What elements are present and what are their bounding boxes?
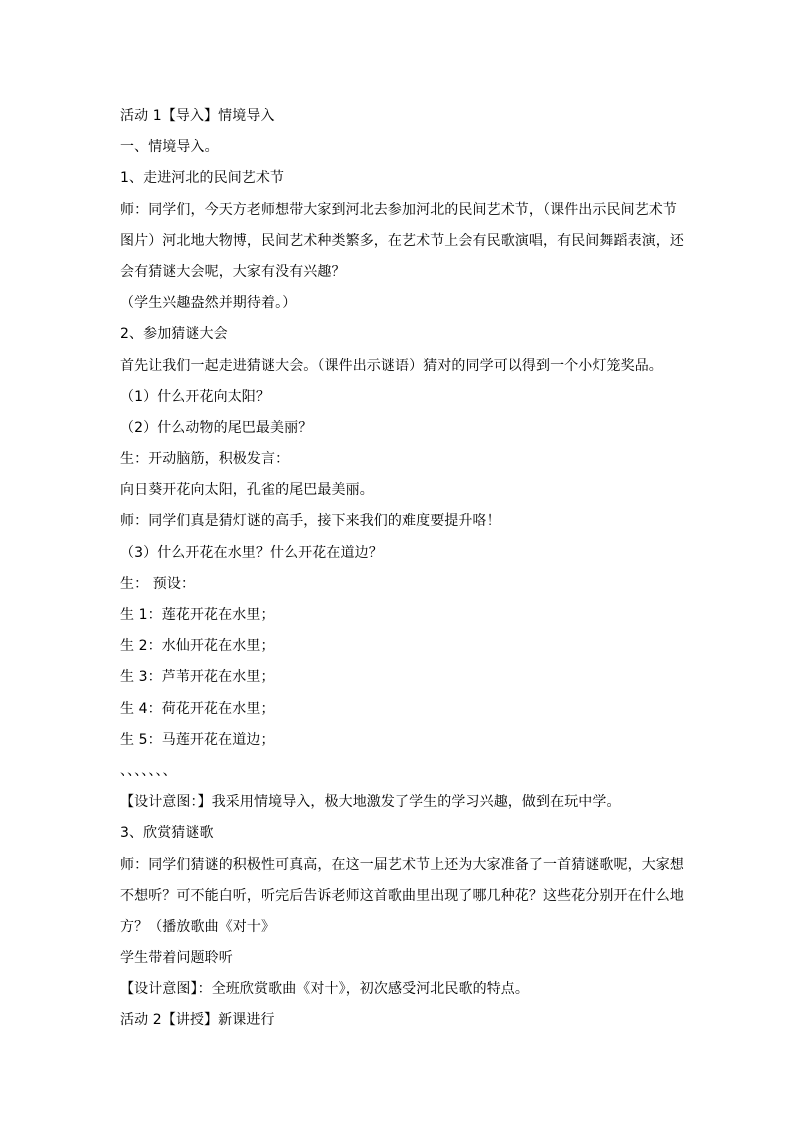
riddle-intro: 首先让我们一起走进猜谜大会。（课件出示谜语）猜对的同学可以得到一个小灯笼奖品。 [120,357,663,374]
student-reaction: （学生兴趣盎然并期待着。） [120,295,297,312]
paragraph-line: 不想听？可不能白听，听完后告诉老师这首歌曲里出现了哪几种花？这些花分别开在什么地 [120,887,684,904]
paragraph-line: 会有猜谜大会呢，大家有没有兴趣？ [120,263,346,280]
riddle-3: （3）什么开花在水里？什么开花在道边？ [120,544,383,561]
paragraph-line: 师：同学们猜谜的积极性可真高，在这一届艺术节上还为大家准备了一首猜谜歌呢，大家想 [120,856,684,873]
step-3-heading: 3、欣赏猜谜歌 [120,825,214,842]
teacher-song-paragraph [120,850,684,944]
student-listening: 学生带着问题聆听 [120,950,233,967]
design-intent-1: 【设计意图：】我采用情境导入，极大地激发了学生的学习兴趣，做到在玩中学。 [120,794,621,811]
activity-2-heading: 活动 2【讲授】新课进行 [120,1012,275,1029]
paragraph-line: 图片）河北地大物博，民间艺术种类繁多，在艺术节上会有民歌演唱，有民间舞蹈表演，还 [120,232,684,249]
teacher-intro-paragraph [120,195,684,289]
section-heading-situation-intro: 一、情境导入。 [120,139,219,156]
riddle-2: （2）什么动物的尾巴最美丽？ [120,419,313,436]
paragraph-line: 师：同学们，今天方老师想带大家到河北去参加河北的民间艺术节，（课件出示民间艺术节 [120,201,677,218]
student-answer-3: 生 3：芦苇开花在水里； [120,669,275,686]
student-response-label: 生：开动脑筋，积极发言： [120,451,290,468]
teacher-praise: 师：同学们真是猜灯谜的高手，接下来我们的难度要提升咯！ [120,513,501,530]
document-body [120,101,684,1037]
riddle-1: （1）什么开花向太阳？ [120,388,271,405]
student-preset-label: 生： 预设： [120,575,196,592]
student-answer-1: 生 1：莲花开花在水里； [120,607,275,623]
student-answer-4: 生 4：荷花开花在水里； [120,700,275,717]
student-answer-5: 生 5：马莲开花在道边； [120,731,275,748]
design-intent-2: 【设计意图】：全班欣赏歌曲《对十》，初次感受河北民歌的特点。 [120,981,529,998]
riddle-answers: 向日葵开花向太阳，孔雀的尾巴最美丽。 [120,482,374,499]
activity-1-heading: 活动 1【导入】情境导入 [120,108,275,124]
step-2-heading: 2、参加猜谜大会 [120,326,228,343]
ellipsis-marks: 、、、、、、、 [120,762,177,779]
step-1-heading: 1、走进河北的民间艺术节 [120,170,285,187]
student-answer-2: 生 2：水仙开花在水里； [120,638,275,655]
paragraph-line: 方？（播放歌曲《对十》 [120,918,276,935]
